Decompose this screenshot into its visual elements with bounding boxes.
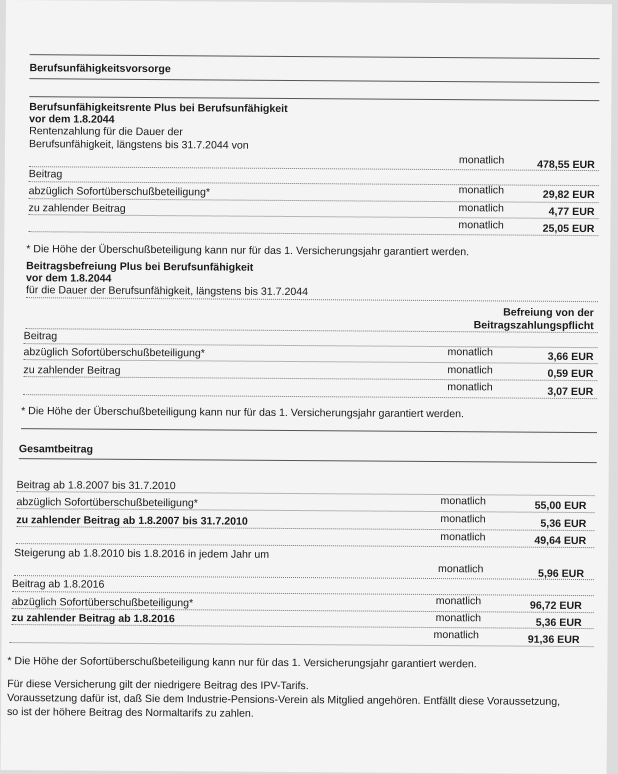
amount-value: 5,96 EUR xyxy=(538,567,585,581)
amount-value: 5,36 EUR xyxy=(540,517,587,531)
section-rule-bottom xyxy=(29,78,599,83)
rente-desc: Rentenzahlung für die Dauer der xyxy=(29,125,183,139)
row-label: zu zahlender Beitrag ab 1.8.2007 bis 31.7.2010 xyxy=(16,514,248,528)
row-label: zu zahlender Beitrag xyxy=(23,364,121,377)
period-label: monatlich xyxy=(458,184,505,197)
document-page xyxy=(1,0,612,774)
amount-value: 3,07 EUR xyxy=(547,385,594,399)
period-label: monatlich xyxy=(435,612,482,625)
amount-value: 55,00 EUR xyxy=(534,499,587,513)
row-label: Beitrag xyxy=(28,168,63,181)
period-label: monatlich xyxy=(435,595,482,608)
amount-value: 0,59 EUR xyxy=(547,367,594,381)
amount-value: 4,77 EUR xyxy=(548,205,595,219)
befreiung-subtitle: vor dem 1.8.2044 xyxy=(26,272,112,285)
section-rule-bottom xyxy=(19,458,597,463)
section-title-bu: Berufsunfähigkeitsvorsorge xyxy=(29,62,171,76)
period-label: monatlich xyxy=(440,513,486,526)
note-text: Voraussetzung dafür ist, daß Sie dem Industrie-Pensions-Verein als Mitglied angehören. Entfällt diese Voraussetzung, xyxy=(7,692,561,708)
section-title-gesamt: Gesamtbeitrag xyxy=(18,443,94,456)
footnote: * Die Höhe der Überschußbeteiligung kann nur für das 1. Versicherungsjahr garantiert werden. xyxy=(26,243,470,259)
period-label: monatlich xyxy=(433,629,479,642)
dotted-rule xyxy=(17,491,595,496)
rente-title: Berufsunfähigkeitsrente Plus bei Berufsunfähigkeit xyxy=(29,101,288,115)
note-text: so ist der höhere Beitrag des Normaltarifs zu zahlen. xyxy=(6,706,254,720)
befreiung-title: Beitragsbefreiung Plus bei Berufsunfähigkeit xyxy=(26,260,254,274)
block-rule xyxy=(29,96,599,101)
period-label: monatlich xyxy=(447,381,493,394)
row-label: Beitrag xyxy=(23,330,58,343)
rente-desc: Berufsunfähigkeit, längstens bis 31.7.2044 von xyxy=(28,138,249,152)
period-label: monatlich xyxy=(440,531,486,544)
amount-value: 25,05 EUR xyxy=(542,222,595,236)
befreiung-right-label: Befreiung von der xyxy=(503,306,594,320)
note-text: Für diese Versicherung gilt der niedrigere Beitrag des IPV-Tarifs. xyxy=(7,678,309,693)
row-label: Beitrag ab 1.8.2016 xyxy=(11,578,105,591)
befreiung-right-label: Beitragszahlungspflicht xyxy=(473,319,594,333)
amount-value: 478,55 EUR xyxy=(537,158,595,172)
rente-subtitle: vor dem 1.8.2044 xyxy=(29,113,115,126)
row-label: Steigerung ab 1.8.2010 bis 1.8.2016 in jedem Jahr um xyxy=(14,547,270,561)
dotted-rule xyxy=(12,591,594,596)
period-label: monatlich xyxy=(437,563,484,576)
amount-value: 5,36 EUR xyxy=(535,616,582,630)
row-label: zu zahlender Beitrag xyxy=(28,202,126,215)
row-label: abzüglich Sofortüberschußbeteiligung* xyxy=(28,185,211,199)
row-label: abzüglich Sofortüberschußbeteiligung* xyxy=(11,596,194,610)
footnote: * Die Höhe der Überschußbeteiligung kann nur für das 1. Versicherungsjahr garantiert werden. xyxy=(21,405,465,421)
period-label: monatlich xyxy=(440,495,486,508)
dotted-rule xyxy=(26,297,598,302)
period-label: monatlich xyxy=(447,364,493,377)
footnote: * Die Höhe der Sofortüberschußbeteiligung kann nur für das 1. Versicherungsjahr garantiert werden. xyxy=(7,655,477,671)
section-rule-top xyxy=(21,428,597,433)
period-label: monatlich xyxy=(458,202,504,215)
row-label: Beitrag ab 1.8.2007 bis 31.7.2010 xyxy=(16,479,176,493)
row-label: abzüglich Sofortüberschußbeteiligung* xyxy=(16,496,198,510)
amount-value: 96,72 EUR xyxy=(529,599,582,613)
row-label: abzüglich Sofortüberschußbeteiligung* xyxy=(23,346,205,360)
period-label: monatlich xyxy=(447,346,493,359)
section-rule-top xyxy=(30,54,600,59)
amount-value: 49,64 EUR xyxy=(534,534,587,548)
period-label: monatlich xyxy=(458,154,505,167)
amount-value: 91,36 EUR xyxy=(527,633,580,647)
row-label: zu zahlender Beitrag ab 1.8.2016 xyxy=(11,612,175,626)
befreiung-desc: für die Dauer der Berufsunfähigkeit, längstens bis 31.7.2044 xyxy=(25,284,309,299)
period-label: monatlich xyxy=(458,219,504,232)
amount-value: 29,82 EUR xyxy=(542,188,595,202)
amount-value: 3,66 EUR xyxy=(547,350,594,364)
